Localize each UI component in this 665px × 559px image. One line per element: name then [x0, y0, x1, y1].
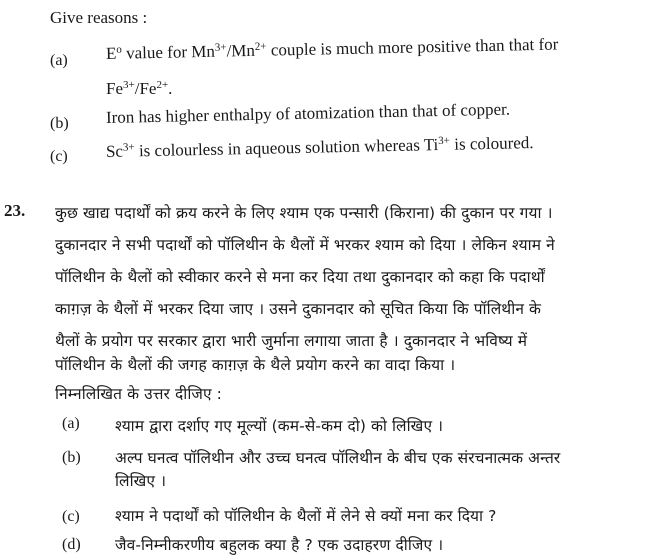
part-c-text: $Sc^{3+}$ is colourless in aqueous solution whereas $Ti^{3+}$ is coloured. — [105, 133, 534, 161]
passage-line: कुछ खाद्य पदार्थों को क्रय करने के लिए श्याम एक पन्सारी (किराना) की दुकान पर गया । — [55, 204, 553, 222]
sub-part-c-text: श्याम ने पदार्थों को पॉलिथीन के थैलों में लेने से क्यों मना कर दिया ? — [115, 507, 497, 525]
passage-line: पॉलिथीन के थैलों को स्वीकार करने से मना कर दिया तथा दुकानदार को कहा कि पदार्थों — [55, 268, 545, 286]
sub-part-d-label: (d) — [62, 536, 81, 553]
part-a-line2: $Fe^{3+}/Fe^{2+}$. — [106, 79, 173, 98]
sub-part-d-text: जैव-निम्नीकरणीय बहुलक क्या है ? एक उदाहरण दीजिए । — [115, 536, 444, 554]
give-reasons-heading: Give reasons : — [50, 8, 148, 27]
question-number: 23. — [4, 201, 26, 220]
passage-line: थैलों के प्रयोग पर सरकार द्वारा भारी जुर्माना लगाया जाता है । दुकानदार ने भविष्य में — [55, 332, 528, 350]
part-c-label: (c) — [50, 148, 68, 165]
passage-line: पॉलिथीन के थैलों की जगह काग़ज़ के थैले प्रयोग करने का वादा किया । — [55, 356, 456, 374]
sub-part-a-label: (a) — [62, 415, 80, 432]
sub-part-a-text: श्याम द्वारा दर्शाए गए मूल्यों (कम-से-कम दो) को लिखिए । — [115, 417, 444, 435]
passage-line: काग़ज़ के थैलों में भरकर दिया जाए । उसने दुकानदार को सूचित किया कि पॉलिथीन के — [55, 300, 542, 318]
sub-part-c-label: (c) — [62, 508, 80, 525]
instruction-text: निम्नलिखित के उत्तर दीजिए : — [55, 385, 223, 403]
sub-part-b-line2: लिखिए । — [115, 472, 167, 490]
part-b-label: (b) — [50, 115, 69, 132]
passage-line: दुकानदार ने सभी पदार्थों को पॉलिथीन के थैलों में भरकर श्याम को दिया । लेकिन श्याम ने — [55, 236, 555, 254]
part-a-line1: $E^o$ value for $Mn^{3+}/Mn^{2+}$ couple is much more positive than that for — [105, 34, 559, 63]
sub-part-b-label: (b) — [62, 449, 81, 466]
sub-part-b-line1: अल्प घनत्व पॉलिथीन और उच्च घनत्व पॉलिथीन के बीच एक संरचनात्मक अन्तर — [115, 449, 561, 467]
part-b-text: Iron has higher enthalpy of atomization than that of copper. — [105, 99, 511, 127]
part-a-label: (a) — [50, 52, 68, 69]
